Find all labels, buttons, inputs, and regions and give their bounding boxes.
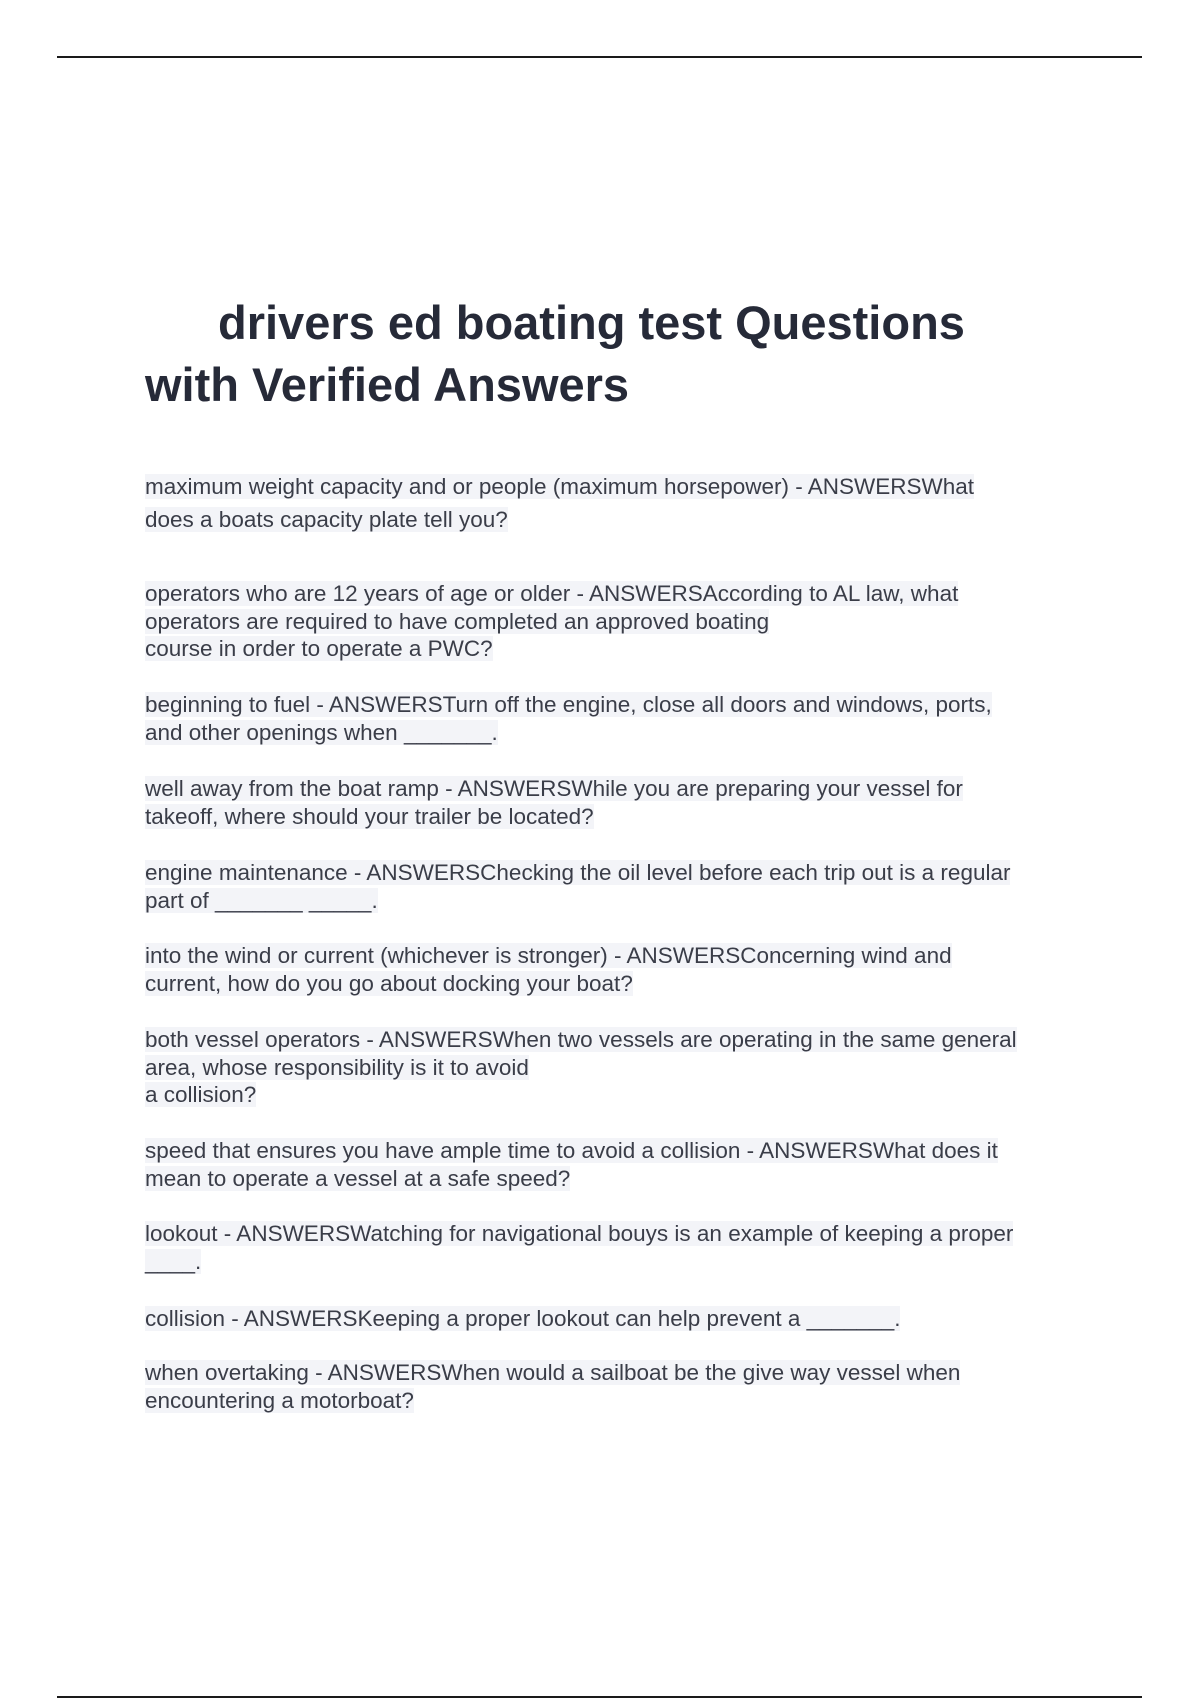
bottom-rule [57,1696,1142,1698]
qa-item [145,580,958,663]
qa-line: operators are required to have completed an approved boating [145,608,770,634]
top-rule [57,56,1142,58]
title-line-2: with Verified Answers [145,358,630,411]
qa-line: ____. [145,1248,202,1274]
qa-line: into the wind or current (whichever is stronger) - ANSWERSConcerning wind and [145,943,952,968]
qa-line: a collision? [145,1082,257,1107]
qa-line: encountering a motorboat? [145,1387,414,1413]
qa-item [145,691,992,746]
qa-item [145,942,952,997]
qa-line: area, whose responsibility is it to avoid [145,1054,529,1080]
qa-item [145,1220,1013,1275]
qa-item [145,775,963,830]
qa-line: speed that ensures you have ample time to avoid a collision - ANSWERSWhat does it [145,1138,998,1163]
qa-line: and other openings when _______. [145,719,498,745]
qa-line: when overtaking - ANSWERSWhen would a sailboat be the give way vessel when [145,1360,961,1385]
qa-line: takeoff, where should your trailer be located? [145,803,594,829]
qa-line: beginning to fuel - ANSWERSTurn off the engine, close all doors and windows, ports, [145,692,992,717]
qa-line: collision - ANSWERSKeeping a proper lookout can help prevent a _______. [145,1306,901,1331]
qa-line: operators who are 12 years of age or older - ANSWERSAccording to AL law, what [145,581,959,606]
qa-line: course in order to operate a PWC? [145,636,493,661]
qa-item [145,859,1010,914]
document-title [145,292,1105,416]
qa-line: does a boats capacity plate tell you? [145,507,508,532]
qa-line: both vessel operators - ANSWERSWhen two vessels are operating in the same general [145,1027,1017,1052]
qa-item [145,1305,900,1333]
qa-line: current, how do you go about docking your boat? [145,970,633,996]
qa-line: well away from the boat ramp - ANSWERSWhile you are preparing your vessel for [145,776,963,801]
qa-line: part of _______ _____. [145,887,378,913]
qa-item [145,470,974,536]
qa-line: engine maintenance - ANSWERSChecking the oil level before each trip out is a regular [145,860,1011,885]
qa-line: mean to operate a vessel at a safe speed? [145,1165,571,1191]
qa-line: lookout - ANSWERSWatching for navigational bouys is an example of keeping a proper [145,1221,1014,1246]
qa-item [145,1026,1017,1109]
qa-item [145,1359,960,1414]
qa-line: maximum weight capacity and or people (maximum horsepower) - ANSWERSWhat [145,474,975,499]
title-line-1: drivers ed boating test Questions [218,296,965,349]
qa-item [145,1137,998,1192]
